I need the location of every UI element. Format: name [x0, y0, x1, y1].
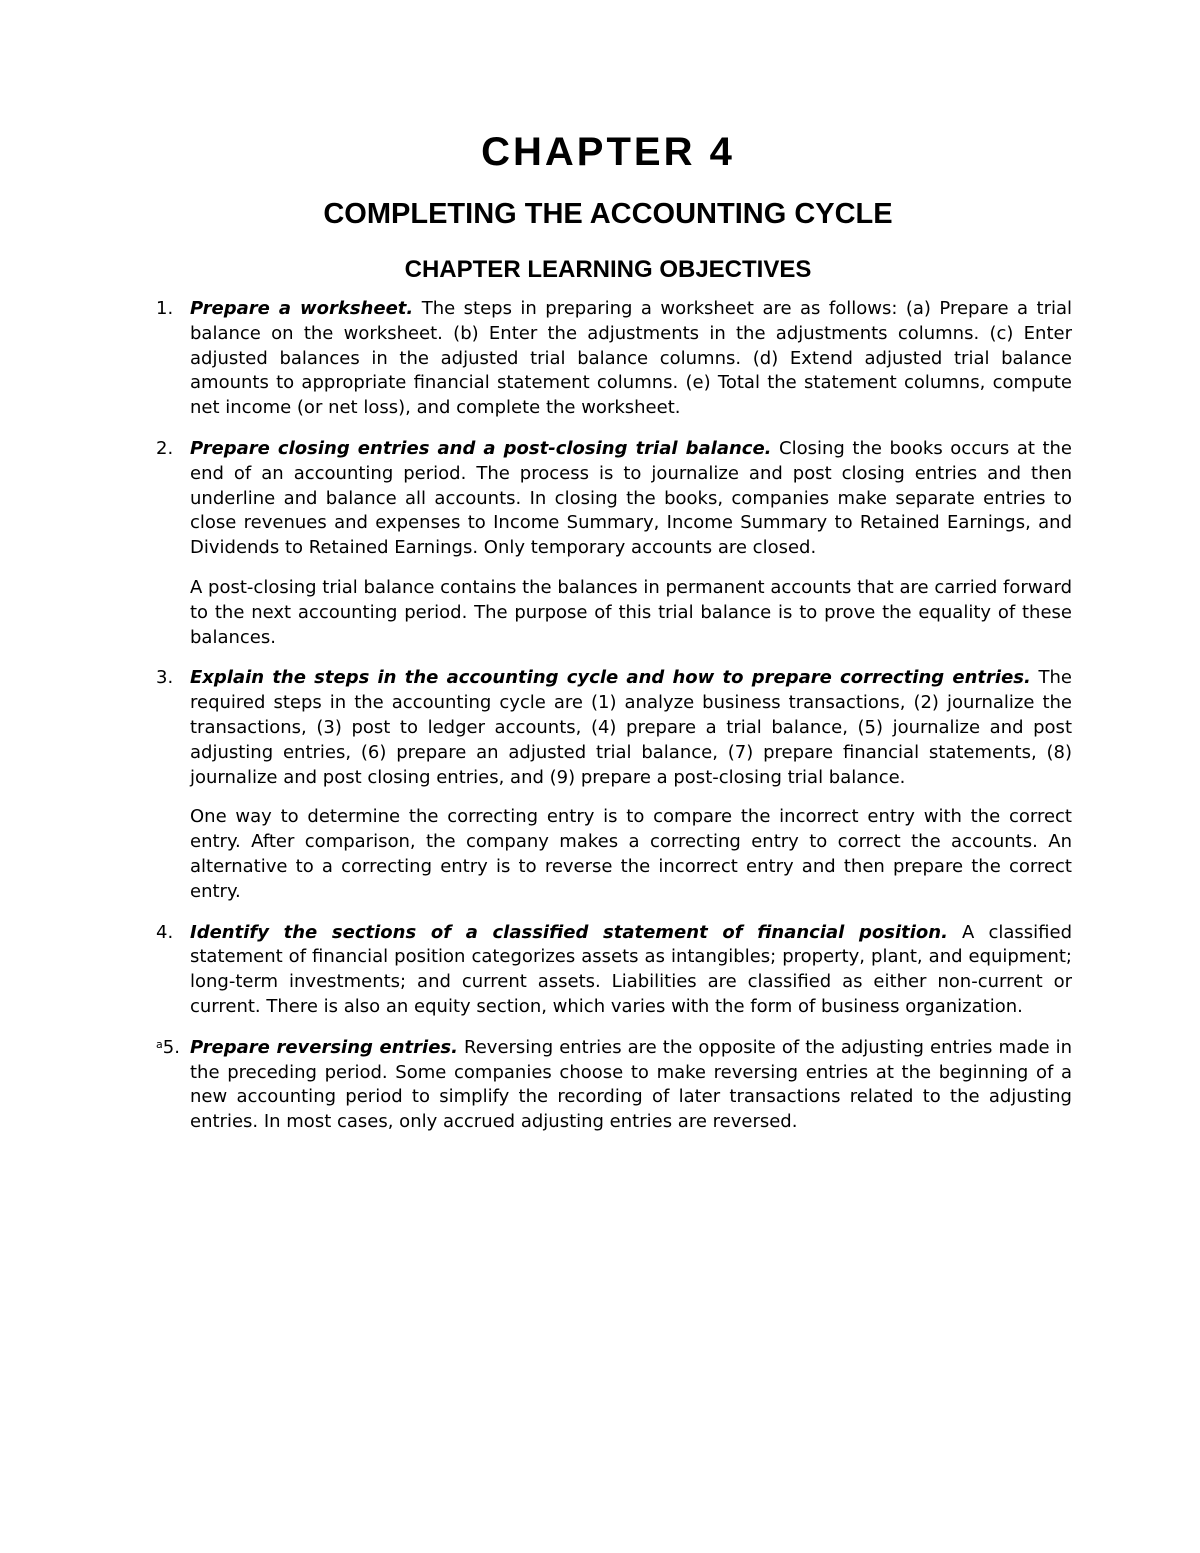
objective-title: Explain the steps in the accounting cycle and how to prepare correcting entries. [190, 667, 1031, 689]
objective-extra-paragraph: A post-closing trial balance contains the balances in permanent accounts that are carried forward to the next accounting period. The purpose of this trial balance is to prove the equality of these balances. [190, 576, 1072, 648]
objective-body: Closing the books occurs at the end of an accounting period. The process is to journalize and post closing entries and then underline and balance all accounts. In closing the books, companies make separate entries to close revenues and expenses to Income Summary, Income Summary to Retained Earnings, and Dividends to Retained Earnings. Only temporary accounts are closed. [190, 437, 1072, 559]
objective-5 [156, 1036, 1073, 1135]
objective-title: Prepare closing entries and a post-closing trial balance. [190, 437, 772, 459]
objective-paragraph [190, 1036, 1072, 1135]
objective-number-value: 5. [162, 1036, 180, 1058]
objective-number: 1. [156, 298, 174, 319]
chapter-title: COMPLETING THE ACCOUNTING CYCLE [323, 198, 893, 230]
objective-number: 3. [156, 667, 174, 689]
objective-paragraph [190, 921, 1072, 1020]
objective-number [156, 1036, 186, 1061]
objective-paragraph [190, 666, 1072, 790]
objective-2 [156, 437, 1072, 650]
objectives-list [156, 297, 1073, 1151]
objective-paragraph [190, 437, 1072, 561]
objective-title: Prepare reversing entries. [190, 1036, 458, 1058]
objective-body: Reversing entries are the opposite of the adjusting entries made in the preceding period. Some companies choose to make reversing entries at the beginning of a new accounting period to simplify the recording of later transactions related to the adjusting entries. In most cases, only accrued adjusting entries are reversed. [190, 1036, 1073, 1133]
objective-title: Identify the sections of a classified statement of financial position. [190, 921, 948, 943]
objective-extra-paragraph: One way to determine the correcting entry is to compare the incorrect entry with the correct entry. After comparison, the company makes a correcting entry to correct the accounts. An alternative to a correcting entry is to reverse the incorrect entry and then prepare the correct entry. [190, 806, 1072, 902]
objective-number: 2. [156, 437, 174, 459]
objective-1 [156, 297, 1073, 421]
objectives-heading: CHAPTER LEARNING OBJECTIVES [404, 256, 812, 283]
objective-body: The steps in preparing a worksheet are as follows: (a) Prepare a trial balance on the worksheet. (b) Enter the adjustments in the adjustments columns. (c) Enter adjusted balances in the adjusted trial balance columns. (d) Extend adjusted trial balance amounts to appropriate financial statement columns. (e) Total the statement columns, compute net income (or net loss), and complete the worksheet. [190, 298, 1073, 419]
objective-body: A classified statement of financial position categorizes assets as intangibles; property, plant, and equipment; long-term investments; and current assets. Liabilities are classified as either non-current or current. There is also an equity section, which varies with the form of business organization. [190, 921, 1073, 1017]
objective-body: The required steps in the accounting cycle are (1) analyze business transactions, (2) journalize the transactions, (3) post to ledger accounts, (4) prepare a trial balance, (5) journalize and post adjusting entries, (6) prepare an adjusted trial balance, (7) prepare financial statements, (8) journalize and post closing entries, and (9) prepare a post-closing trial balance. [190, 667, 1072, 788]
objective-3 [156, 666, 1072, 904]
objective-number: 4. [156, 921, 174, 943]
objective-number-prefix: a [156, 1037, 163, 1051]
objective-paragraph [190, 297, 1072, 421]
objective-4 [156, 921, 1073, 1020]
objective-title: Prepare a worksheet. [190, 298, 414, 319]
chapter-number: CHAPTER 4 [481, 130, 735, 174]
